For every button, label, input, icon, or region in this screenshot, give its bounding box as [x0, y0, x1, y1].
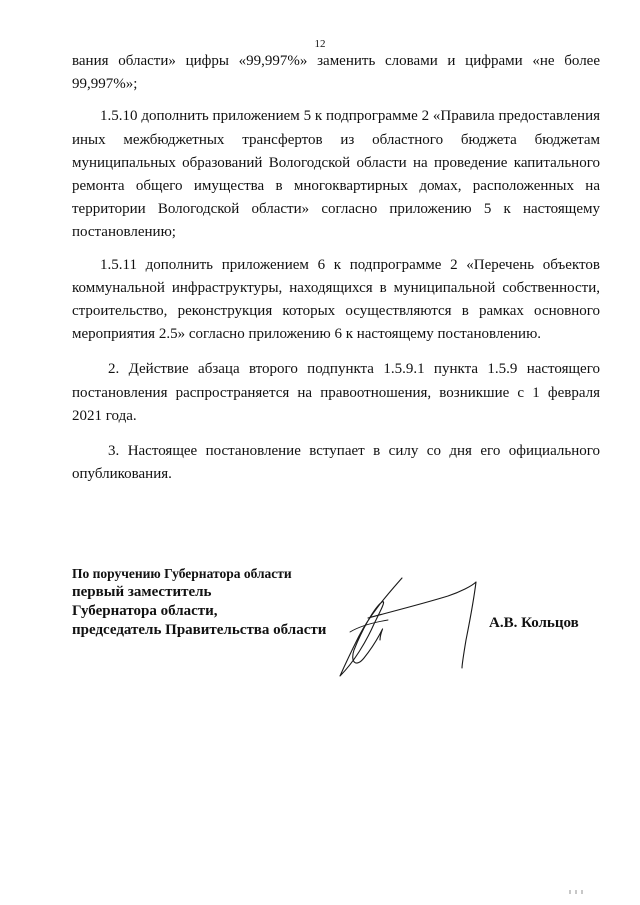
paragraph-item-1-5-11: 1.5.11 дополнить приложением 6 к подпрограмме 2 «Перечень объектов коммунальной инфраструктуры, находящихся в муниципальной собственности, строительство, реконструкция которых осуществляются в рамках основного мероприятия 2.5» согласно приложению 6 к настоящему постановлению. — [72, 256, 600, 343]
corner-mark — [568, 889, 588, 895]
signatory-title-line-1: По поручению Губернатора области — [72, 566, 292, 581]
signatory-title-line-4: председатель Правительства области — [72, 622, 327, 638]
handwritten-signature — [330, 572, 490, 682]
paragraph-clause-3: 3. Настоящее постановление вступает в силу со дня его официального опубликования. — [72, 443, 600, 483]
signatory-title-line-2: первый заместитель — [72, 584, 212, 600]
signatory-title-block — [72, 565, 326, 640]
page-number: 12 — [314, 38, 326, 50]
paragraph-item-1-5-10: 1.5.10 дополнить приложением 5 к подпрограмме 2 «Правила предоставления иных межбюджетных трансфертов из областного бюджета бюджетам муниципальных образований Вологодской области на проведение капитального ремонта общего имущества в многоквартирных домах, расположенных на территории Вологодской области» согласно приложению 5 к настоящему постановлению; — [72, 108, 600, 241]
paragraph-clause-2: 2. Действие абзаца второго подпункта 1.5.9.1 пункта 1.5.9 настоящего постановления распространяется на правоотношения, возникшие с 1 февраля 2021 года. — [72, 361, 600, 424]
signatory-title-line-3: Губернатора области, — [72, 603, 218, 619]
signer-name: А.В. Кольцов — [489, 615, 579, 631]
paragraph-continuation: вания области» цифры «99,997%» заменить словами и цифрами «не более 99,997%»; — [72, 53, 600, 93]
document-body — [72, 50, 600, 486]
